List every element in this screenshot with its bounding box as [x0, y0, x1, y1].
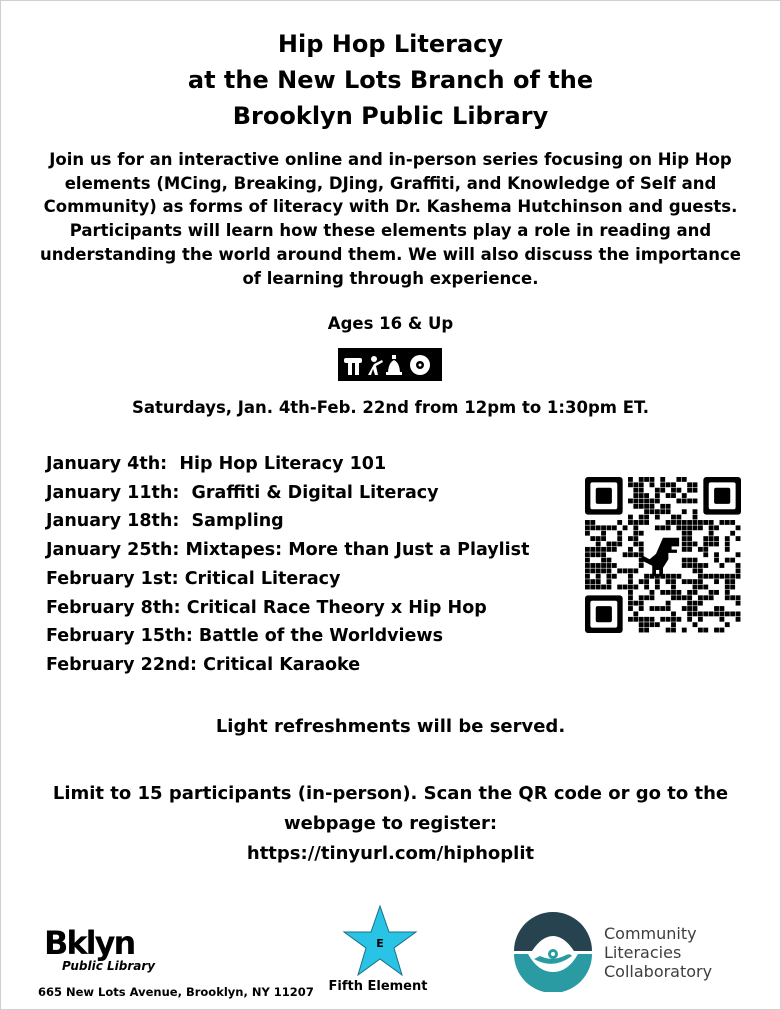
qr-finder-pattern	[585, 477, 623, 515]
session-list	[46, 450, 586, 680]
community-literacies-logo	[512, 910, 594, 992]
flyer-title	[0, 26, 781, 134]
registration-link[interactable]: https://tinyurl.com/hiphoplit	[246, 843, 535, 864]
branch-address: 665 New Lots Avenue, Brooklyn, NY 11207	[38, 985, 314, 999]
session-item: February 15th: Battle of the Worldviews	[46, 626, 444, 647]
bpl-logo-sub: Public Library	[62, 959, 156, 973]
refreshments-note: Light refreshments will be served.	[215, 716, 566, 737]
hip-hop-elements-icons	[338, 348, 442, 381]
intro-paragraph: Join us for an interactive online and in-person series focusing on Hip Hop elements (MCing, Breaking, DJing, Graffiti, and Knowledge of Self and Community) as forms of literacy with Dr. Kashema Hutchinson and guests. Participants will learn how these elements play a role in reading and understanding the world around them. We will also discuss the importance of learning through experience.	[39, 150, 741, 288]
qr-finder-pattern	[585, 595, 623, 633]
brooklyn-public-library-logo	[44, 926, 164, 978]
session-item: January 18th: Sampling	[46, 511, 284, 532]
session-item: February 1st: Critical Literacy	[46, 568, 341, 589]
breakdancer-icon	[368, 356, 383, 375]
qr-dinosaur-icon	[641, 538, 679, 577]
qr-finder-pattern	[703, 477, 741, 515]
ages-label: Ages 16 & Up	[327, 314, 454, 333]
session-item: February 8th: Critical Race Theory x Hip Hop	[46, 597, 487, 618]
clc-name-line: Literacies	[604, 943, 682, 962]
fifth-element-label: Fifth Element	[328, 979, 428, 994]
fifth-element-star-icon	[342, 904, 418, 978]
title-line: at the New Lots Branch of the	[187, 66, 594, 94]
clc-name-line: Community	[604, 924, 697, 943]
title-line: Hip Hop Literacy	[277, 30, 504, 58]
session-item: January 11th: Graffiti & Digital Literacy	[46, 482, 439, 503]
title-line: Brooklyn Public Library	[232, 102, 549, 130]
microphone-icon	[344, 358, 362, 375]
session-item: February 22nd: Critical Karaoke	[46, 654, 361, 675]
session-item: January 25th: Mixtapes: More than Just a Playlist	[46, 540, 530, 561]
schedule-summary: Saturdays, Jan. 4th-Feb. 22nd from 12pm to 1:30pm ET.	[131, 398, 650, 417]
participant-limit: Limit to 15 participants (in-person). Scan the QR code or go to the webpage to register:	[52, 783, 729, 834]
bpl-logo-mark: Bklyn	[44, 924, 135, 962]
spray-can-icon	[386, 355, 402, 375]
clc-name-line: Collaboratory	[604, 962, 713, 981]
star-letter: E	[376, 937, 384, 950]
registration-qr-code[interactable]	[585, 477, 741, 633]
registration-info	[20, 779, 761, 869]
community-literacies-name	[604, 924, 712, 981]
session-item: January 4th: Hip Hop Literacy 101	[46, 454, 387, 474]
turntable-icon	[410, 355, 430, 375]
